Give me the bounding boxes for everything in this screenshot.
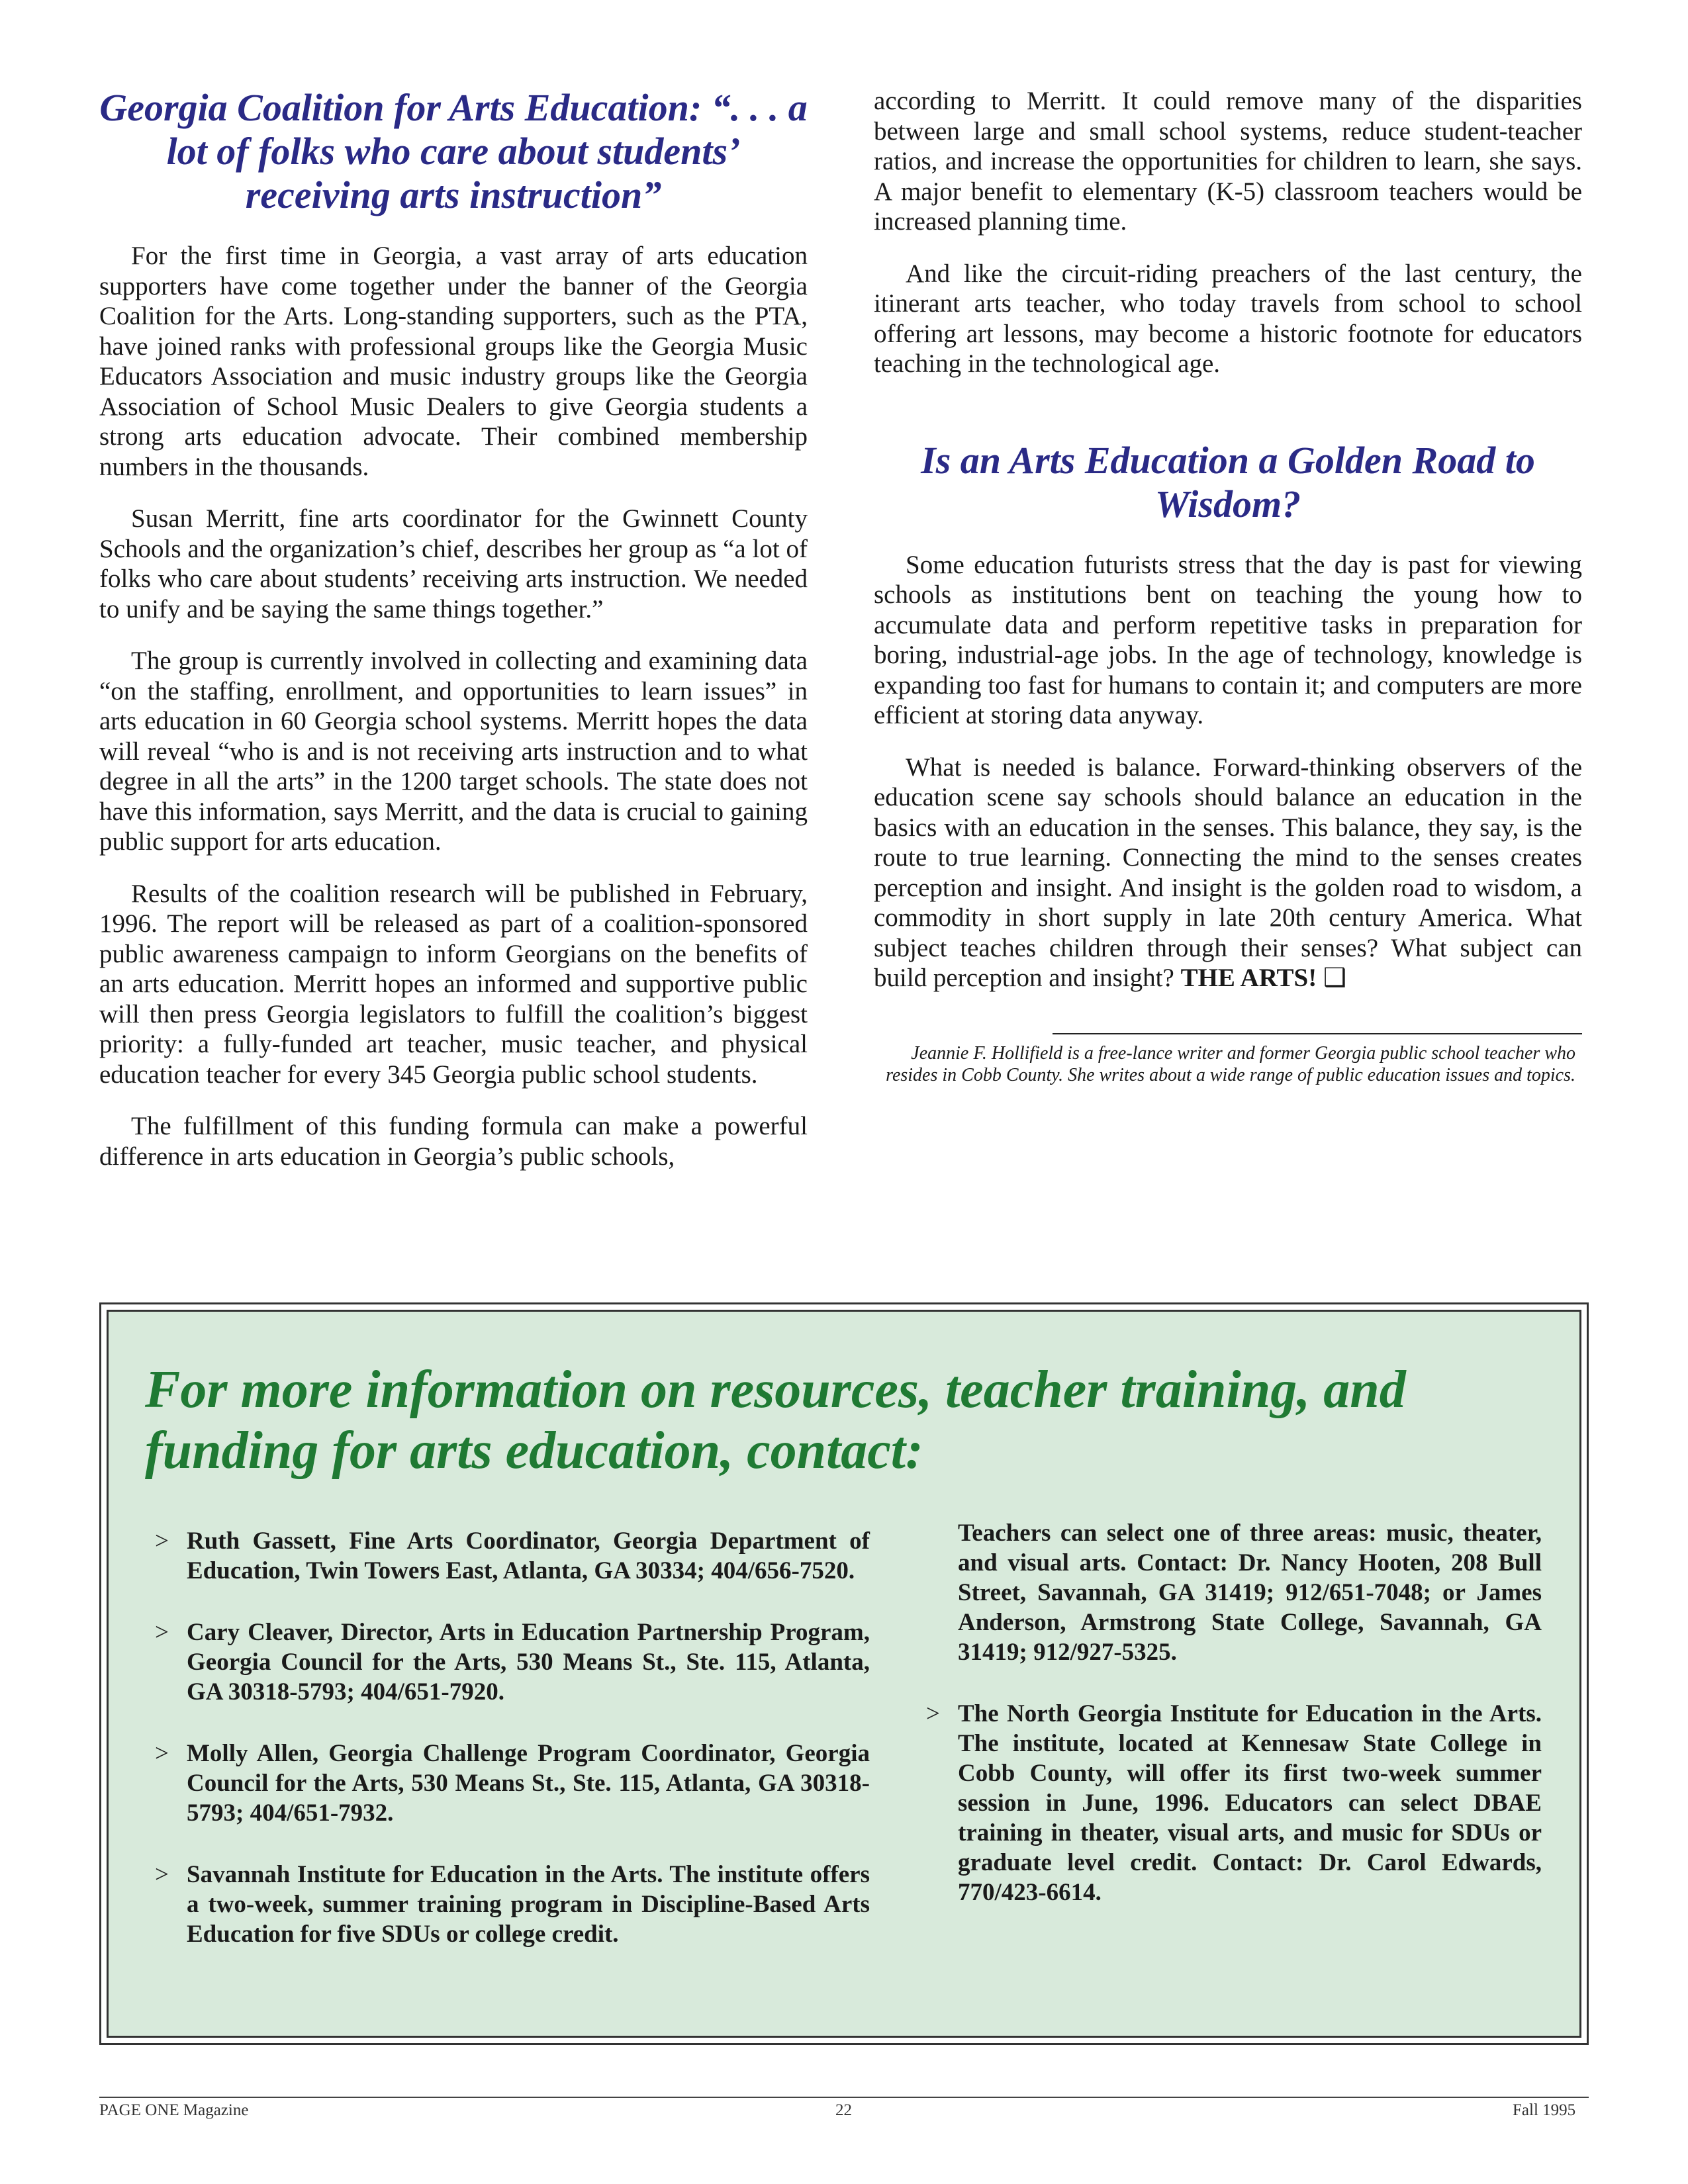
the-arts-closing: THE ARTS!	[1180, 964, 1317, 992]
bullet-arrow-icon: >	[155, 1740, 169, 1767]
contact-entry-text: The North Georgia Institute for Education in the Arts. The institute, located at Kennesaw State College in Cobb County, will offer its first two-week summer session in June, 1996. Educators can select DBAE training in theater, visual arts, and music for SDUs or graduate level credit. Contact: Dr. Carol Edwards, 770/423-6614.	[958, 1700, 1542, 1906]
left-column	[99, 86, 808, 1193]
left-paragraph-3: The group is currently involved in collecting and examining data “on the staffing, enrollment, and opportunities to learn issues” in arts education in 60 Georgia school systems. Merritt hopes the data will reveal “who is and is not receiving arts instruction and to what degree in all the arts” in the 1200 target schools. The state does not have this information, says Merritt, and the data is crucial to gaining public support for arts education.	[99, 647, 808, 856]
byline-divider	[1053, 1033, 1582, 1034]
bullet-arrow-icon: >	[155, 1619, 169, 1646]
end-mark-icon: ❑	[1323, 964, 1346, 992]
contact-entry-text: Molly Allen, Georgia Challenge Program Coordinator, Georgia Council for the Arts, 530 Means St., Ste. 115, Atlanta, GA 30318-5793; 404/651-7932.	[187, 1740, 870, 1827]
left-paragraph-2: Susan Merritt, fine arts coordinator for the Gwinnett County Schools and the organization’s chief, describes her group as “a lot of folks who care about students’ receiving arts instruction. We needed to unify and be saying the same things together.”	[99, 504, 808, 623]
contact-entry	[155, 1739, 870, 1828]
footer-issue: Fall 1995	[1513, 2101, 1576, 2119]
left-paragraph-5: The fulfillment of this funding formula can make a powerful difference in arts education in Georgia’s public schools,	[99, 1112, 808, 1171]
right-paragraph-3: Some education futurists stress that the day is past for viewing schools as institutions bent on teaching the young how to accumulate data and perform repetitive tasks in preparation for boring, industrial-age jobs. In the age of technology, knowledge is expanding too fast for humans to contain it; and computers are more efficient at storing data anyway.	[874, 550, 1582, 729]
left-paragraph-4: Results of the coalition research will be published in February, 1996. The report will be released as part of a coalition-sponsored public awareness campaign to inform Georgians on the benefits of an arts education. Merritt hopes an informed and supportive public will then press Georgia legislators to fulfill the coalition’s biggest priority: a fully-funded art teacher, music teacher, and physical education teacher for every 345 Georgia public school students.	[99, 879, 808, 1089]
right-paragraph-2: And like the circuit-riding preachers of the last century, the itinerant arts teacher, who today travels from school to school offering art lessons, may become a historic footnote for educators teaching in the technological age.	[874, 259, 1582, 378]
contact-left-column	[155, 1526, 870, 1981]
right-continuation-paragraph: according to Merritt. It could remove many of the disparities between large and small school systems, reduce student-teacher ratios, and increase the opportunities for children to learn, she says. A major benefit to elementary (K-5) classroom teachers would be increased planning time.	[874, 87, 1582, 236]
contact-entry-text: Ruth Gassett, Fine Arts Coordinator, Georgia Department of Education, Twin Towers East, Atlanta, GA 30334; 404/656-7520.	[187, 1527, 870, 1584]
coalition-heading: Georgia Coalition for Arts Education: “. . . a lot of folks who care about students’ receiving arts instruction”	[99, 86, 808, 216]
contact-entry	[155, 1617, 870, 1707]
right-paragraph-4-text: What is needed is balance. Forward-thinking observers of the education scene say schools should balance an education in the basics with an education in the senses. This balance, they say, is the route to true learning. Connecting the mind to the senses creates perception and insight. And insight is the golden road to wisdom, a commodity in short supply in late 20th century America. What subject teaches children through their senses? What subject can build perception and insight?	[874, 752, 1582, 992]
contact-box-title: For more information on resources, teacher training, and funding for arts education, contact:	[145, 1361, 1406, 1480]
contact-right-column	[926, 1518, 1542, 1939]
golden-road-heading: Is an Arts Education a Golden Road to Wisdom?	[921, 438, 1535, 525]
bullet-arrow-icon: >	[926, 1700, 940, 1727]
author-byline: Jeannie F. Hollifield is a free-lance writer and former Georgia public school teacher who resides in Cobb County. She writes about a wide range of public education issues and topics.	[886, 1042, 1575, 1085]
bullet-arrow-icon: >	[155, 1527, 169, 1555]
bullet-arrow-icon: >	[155, 1861, 169, 1888]
contact-entry	[155, 1860, 870, 1949]
right-column	[874, 86, 1582, 1086]
contact-entry-text: Savannah Institute for Education in the Arts. The institute offers a two-week, summer training program in Discipline-Based Arts Education for five SDUs or college credit.	[187, 1861, 870, 1948]
contact-info-panel	[107, 1310, 1581, 2038]
contact-entry-text: Cary Cleaver, Director, Arts in Education Partnership Program, Georgia Council for the Arts, 530 Means St., Ste. 115, Atlanta, GA 30318-5793; 404/651-7920.	[187, 1619, 870, 1706]
contact-continuation-text: Teachers can select one of three areas: music, theater, and visual arts. Contact: Dr. Nancy Hooten, 208 Bull Street, Savannah, GA 31419; 912/651-7048; or James Anderson, Armstrong State College, Savannah, GA 31419; 912/927-5325.	[958, 1520, 1542, 1666]
right-paragraph-4	[874, 752, 1582, 993]
contact-info-box	[99, 1302, 1589, 2045]
footer-divider	[99, 2097, 1589, 2098]
left-paragraph-1: For the first time in Georgia, a vast array of arts education supporters have come together under the banner of the Georgia Coalition for the Arts. Long-standing supporters, such as the PTA, have joined ranks with professional groups like the Georgia Music Educators Association and music industry groups like the Georgia Association of School Music Dealers to give Georgia students a strong arts education advocate. Their combined membership numbers in the thousands.	[99, 242, 808, 481]
contact-entry	[155, 1526, 870, 1586]
footer-page-number: 22	[835, 2101, 852, 2119]
footer-publication: PAGE ONE Magazine	[99, 2101, 249, 2119]
contact-entry	[926, 1699, 1542, 1907]
